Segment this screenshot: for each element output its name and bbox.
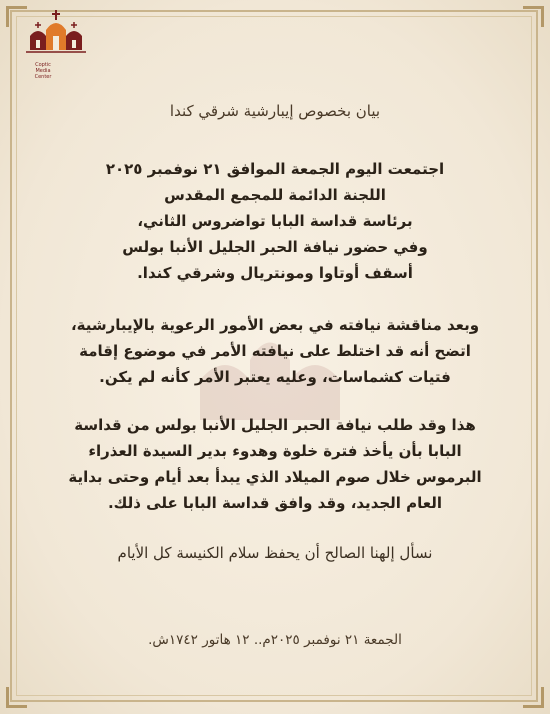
logo-caption-line: Center	[34, 74, 52, 80]
text-line: هذا وقد طلب نيافة الحبر الجليل الأنبا بولس من قداسة	[74, 416, 476, 434]
text-line: البرموس خلال صوم الميلاد الذي يبدأ بعد أيام وحتى بداية	[68, 468, 482, 486]
paragraph-meeting	[30, 156, 520, 286]
text-line: برئاسة قداسة البابا تواضروس الثاني،	[137, 212, 413, 230]
text-line: العام الجديد، وقد وافق قداسة البابا على ذلك.	[107, 494, 443, 512]
paragraph-decision	[30, 312, 520, 390]
logo-caption	[20, 62, 66, 80]
logo-caption-line: Media	[35, 68, 51, 74]
paragraph-retreat	[30, 412, 520, 516]
corner-ornament	[523, 6, 544, 27]
text-line: وفي حضور نيافة الحبر الجليل الأنبا بولس	[122, 238, 428, 256]
text-line: اللجنة الدائمة للمجمع المقدس	[164, 186, 386, 204]
statement-body	[30, 96, 520, 566]
text-line: اجتمعت اليوم الجمعة الموافق ٢١ نوفمبر ٢٠٢٥	[105, 160, 445, 178]
text-line: البابا بأن يأخذ فترة خلوة وهدوء بدير السيدة العذراء	[88, 442, 462, 460]
text-line: فتيات كشماسات، وعليه يعتبر الأمر كأنه لم يكن.	[99, 368, 451, 386]
logo-caption-line: Coptic	[35, 62, 51, 68]
corner-ornament	[6, 687, 27, 708]
paragraph-prayer	[30, 540, 520, 566]
text-line: وبعد مناقشة نيافته في بعض الأمور الرعوية بالإيبارشية،	[70, 316, 480, 334]
text-line: اتضح أنه قد اختلط على نيافته الأمر في موضوع إقامة	[79, 342, 471, 360]
statement-title: بيان بخصوص إيبارشية شرقي كندا	[169, 102, 381, 120]
prayer-line: نسأل إلهنا الصالح أن يحفظ سلام الكنيسة كل الأيام	[117, 544, 433, 562]
statement-date: الجمعة ٢١ نوفمبر ٢٠٢٥م.. ١٢ هاتور ١٧٤٢ش.	[148, 632, 402, 648]
text-line: أسقف أوتاوا ومونتريال وشرقي كندا.	[137, 264, 413, 282]
corner-ornament	[523, 687, 544, 708]
